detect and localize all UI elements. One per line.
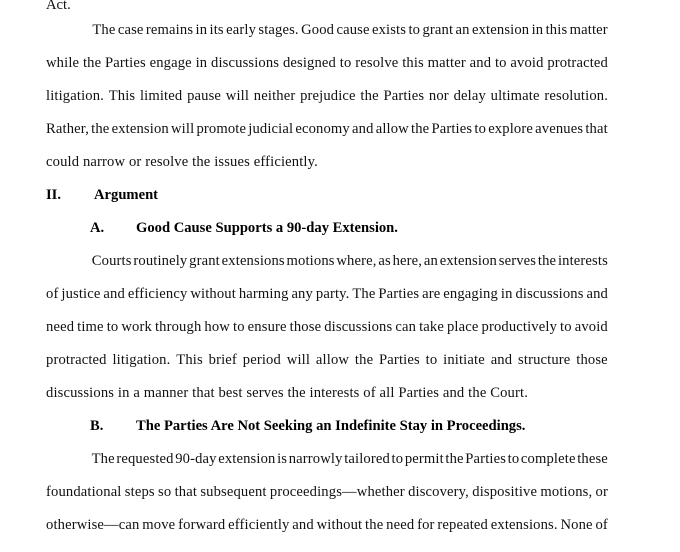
clipped-top-line: Act. [46,0,71,13]
paragraph-narrowly-tailored [46,443,608,542]
text-line: The requested 90-day extension is narrowly tailored to permit the Parties to complete these [91,451,608,467]
text-line: of justice and efficiency without harming any party. The Parties are engaging in discussions and [46,286,608,302]
text-line: while the Parties engage in discussions designed to resolve this matter and to avoid protracted [46,55,608,71]
heading-good-cause-label: Good Cause Supports a 90-day Extension. [136,220,398,236]
text-line: protracted litigation. This brief period will allow the Parties to initiate and structure those [46,352,608,368]
text-line: need time to work through how to ensure those discussions can take place productively to avoid [46,319,608,335]
heading-argument-label: Argument [94,187,159,203]
paragraph-courts-routinely-grant [46,245,608,410]
heading-no-indefinite-stay-label: The Parties Are Not Seeking an Indefinite Stay in Proceedings. [136,418,526,434]
text-line: otherwise—can move forward efficiently and without the need for repeated extensions. None of [46,517,608,533]
text-line: The case remains in its early stages. Good cause exists to grant an extension in this matter [92,22,608,38]
text-line: foundational steps so that subsequent proceedings—whether discovery, dispositive motions, or [46,484,608,500]
paragraph-case-early-stages [46,14,608,179]
heading-no-indefinite-stay [46,410,608,443]
heading-argument [46,179,608,212]
text-line: could narrow or resolve the issues efficiently. [46,154,318,170]
document-blocks [46,14,608,542]
text-line: litigation. This limited pause will neither prejudice the Parties nor delay ultimate resolution. [46,88,608,104]
document-body [46,0,608,542]
heading-good-cause-number: A. [90,220,105,236]
heading-argument-number: II. [46,187,62,203]
heading-no-indefinite-stay-number: B. [90,418,104,434]
text-line: Rather, the extension will promote judicial economy and allow the Parties to explore avenues that [46,121,608,137]
heading-good-cause [46,212,608,245]
text-line: Courts routinely grant extensions motions where, as here, an extension serves the interests [91,253,608,269]
text-line: discussions in a manner that best serves the interests of all Parties and the Court. [46,385,528,401]
